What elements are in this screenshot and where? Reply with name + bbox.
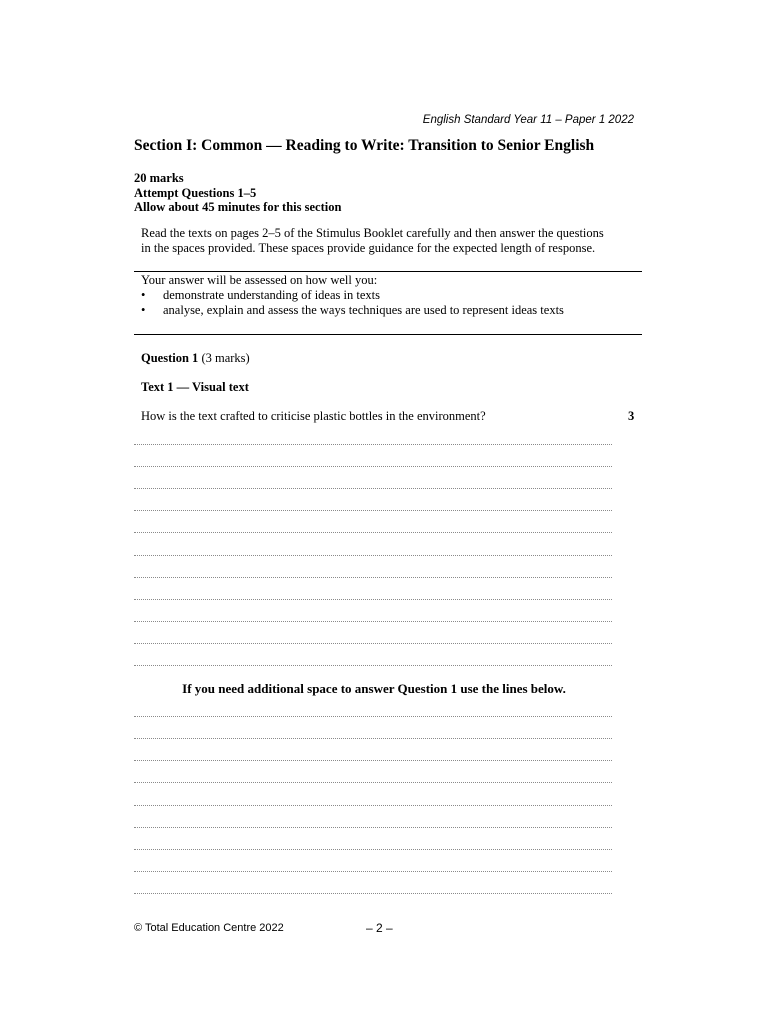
answer-line[interactable] xyxy=(134,466,612,467)
answer-line[interactable] xyxy=(134,532,612,533)
criteria-text: analyse, explain and assess the ways techniques are used to represent ideas texts xyxy=(163,303,564,317)
answer-line[interactable] xyxy=(134,510,612,511)
footer-copyright: © Total Education Centre 2022 xyxy=(134,922,284,934)
answer-line[interactable] xyxy=(134,738,612,739)
answer-line[interactable] xyxy=(134,849,612,850)
bullet-icon: • xyxy=(141,303,146,317)
section-title: Section I: Common — Reading to Write: Transition to Senior English xyxy=(134,137,595,154)
answer-line[interactable] xyxy=(134,893,612,894)
question-prompt: How is the text crafted to criticise plastic bottles in the environment? xyxy=(141,409,486,423)
criteria-text: demonstrate understanding of ideas in texts xyxy=(163,288,380,302)
assessment-criteria xyxy=(141,273,641,318)
criteria-list xyxy=(141,288,641,318)
assessment-intro: Your answer will be assessed on how well you: xyxy=(141,273,378,287)
answer-line[interactable] xyxy=(134,643,612,644)
instructions-line-1: Read the texts on pages 2–5 of the Stimulus Booklet carefully and then answer the questions xyxy=(141,226,604,240)
page-number: – 2 – xyxy=(366,921,393,935)
section-attempt: Attempt Questions 1–5 xyxy=(134,185,257,200)
answer-line[interactable] xyxy=(134,871,612,872)
answer-line[interactable] xyxy=(134,577,612,578)
criteria-item xyxy=(141,288,641,303)
section-time: Allow about 45 minutes for this section xyxy=(134,200,342,214)
divider-bottom xyxy=(134,334,642,335)
question-label: Question 1 xyxy=(141,351,199,365)
paper-header: English Standard Year 11 – Paper 1 2022 xyxy=(422,114,634,126)
instructions-line-2: in the spaces provided. These spaces provide guidance for the expected length of response. xyxy=(141,241,596,255)
section-marks: 20 marks xyxy=(134,171,184,185)
additional-space-note: If you need additional space to answer Question 1 use the lines below. xyxy=(182,681,566,696)
answer-line[interactable] xyxy=(134,444,612,445)
answer-line[interactable] xyxy=(134,665,612,666)
answer-line[interactable] xyxy=(134,827,612,828)
answer-line[interactable] xyxy=(134,805,612,806)
answer-line[interactable] xyxy=(134,716,612,717)
question-marks-note: (3 marks) xyxy=(201,351,250,365)
answer-line[interactable] xyxy=(134,621,612,622)
answer-line[interactable] xyxy=(134,488,612,489)
answer-line[interactable] xyxy=(134,760,612,761)
answer-line[interactable] xyxy=(134,555,612,556)
question-marks: 3 xyxy=(628,409,635,423)
answer-line[interactable] xyxy=(134,599,612,600)
bullet-icon: • xyxy=(141,288,146,302)
criteria-item xyxy=(141,303,641,318)
section-meta xyxy=(134,171,341,215)
instructions xyxy=(141,226,641,256)
text-label: Text 1 — Visual text xyxy=(141,380,249,394)
divider-top xyxy=(134,271,642,272)
question-heading xyxy=(141,351,250,366)
answer-line[interactable] xyxy=(134,782,612,783)
